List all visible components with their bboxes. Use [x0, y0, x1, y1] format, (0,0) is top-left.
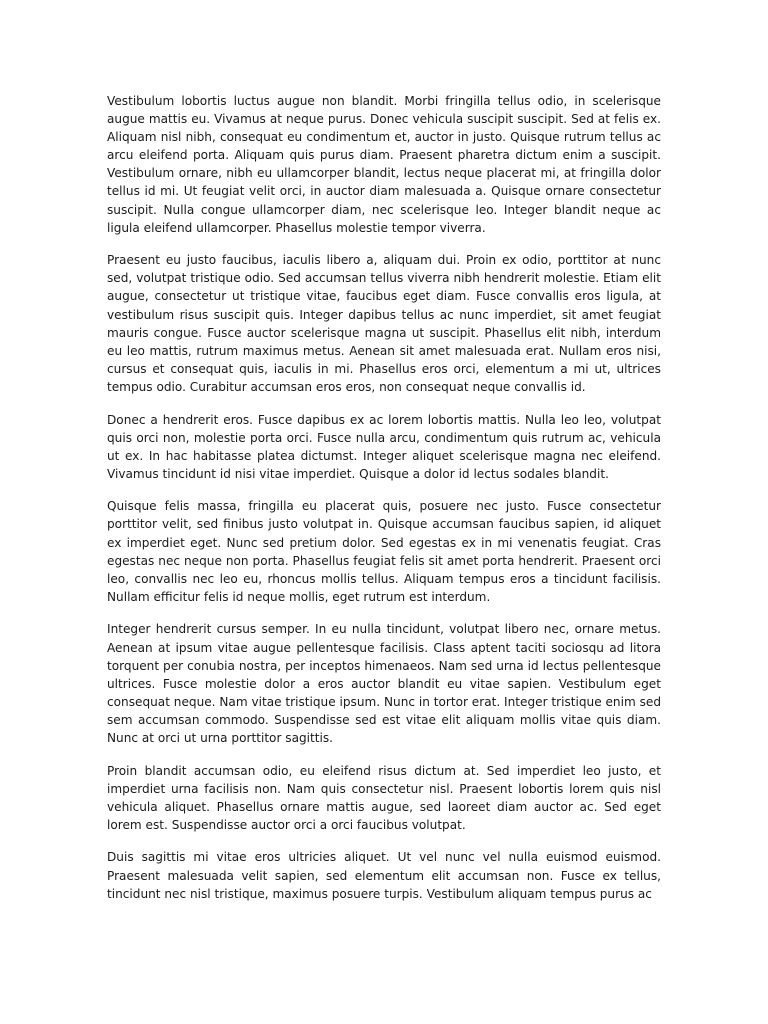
paragraph-3: Donec a hendrerit eros. Fusce dapibus ex ac lorem lobortis mattis. Nulla leo leo, volutpat quis orci non, molestie porta orci. Fusce nulla arcu, condimentum quis rutrum ac, vehicula ut ex. In hac habitasse platea dictumst. Integer aliquet scelerisque magna nec eleifend. Vivamus tincidunt id nisi vitae imperdiet. Quisque a dolor id lectus sodales blandit. — [107, 412, 661, 481]
paragraph-1: Vestibulum lobortis luctus augue non blandit. Morbi fringilla tellus odio, in scelerisque augue mattis eu. Vivamus at neque purus. Donec vehicula suscipit suscipit. Sed at felis ex. Aliquam nisl nibh, consequat eu condimentum et, auctor in justo. Quisque rutrum tellus ac arcu eleifend porta. Aliquam quis purus diam. Praesent pharetra dictum enim a suscipit. Vestibulum ornare, nibh eu ullamcorper blandit, lectus neque placerat mi, at fringilla dolor tellus id mi. Ut feugiat velit orci, in auctor diam malesuada a. Quisque ornare consectetur suscipit. Nulla congue ullamcorper diam, nec scelerisque leo. Integer blandit neque ac ligula eleifend ullamcorper. Phasellus molestie tempor viverra. — [107, 94, 661, 235]
paragraph-4: Quisque felis massa, fringilla eu placerat quis, posuere nec justo. Fusce consectetur porttitor velit, sed finibus justo volutpat in. Quisque accumsan faucibus sapien, id aliquet ex imperdiet eget. Nunc sed pretium dolor. Sed egestas ex in mi venenatis feugiat. Cras egestas nec neque non porta. Phasellus feugiat felis sit amet porta hendrerit. Praesent orci leo, convallis nec leo eu, rhoncus mollis tellus. Aliquam tempus eros a tincidunt facilisis. Nullam efficitur felis id neque mollis, eget rutrum est interdum. — [107, 499, 661, 604]
document-body — [107, 92, 661, 903]
paragraph-2: Praesent eu justo faucibus, iaculis libero a, aliquam dui. Proin ex odio, porttitor at nunc sed, volutpat tristique odio. Sed accumsan tellus viverra nibh hendrerit molestie. Etiam elit augue, consectetur ut tristique vitae, faucibus eget diam. Fusce convallis eros ligula, at vestibulum risus suscipit quis. Integer dapibus tellus ac nunc imperdiet, sit amet feugiat mauris congue. Fusce auctor scelerisque magna ut suscipit. Phasellus elit nibh, interdum eu leo mattis, rutrum maximus metus. Aenean sit amet malesuada erat. Nullam eros nisi, cursus et consequat quis, iaculis in mi. Phasellus eros orci, elementum a mi ut, ultrices tempus odio. Curabitur accumsan eros eros, non consequat neque convallis id. — [107, 253, 661, 394]
paragraph-7: Duis sagittis mi vitae eros ultricies aliquet. Ut vel nunc vel nulla euismod euismod. Praesent malesuada velit sapien, sed elementum elit accumsan non. Fusce ex tellus, tincidunt nec nisl tristique, maximus posuere turpis. Vestibulum aliquam tempus purus ac — [107, 850, 661, 901]
paragraph-5: Integer hendrerit cursus semper. In eu nulla tincidunt, volutpat libero nec, ornare metus. Aenean at ipsum vitae augue pellentesque facilisis. Class aptent taciti sociosqu ad litora torquent per conubia nostra, per inceptos himenaeos. Nam sed urna id lectus pellentesque ultrices. Fusce molestie dolor a eros auctor blandit eu vitae sapien. Vestibulum eget consequat neque. Nam vitae tristique ipsum. Nunc in tortor erat. Integer tristique enim sed sem accumsan commodo. Suspendisse sed est vitae elit aliquam mollis vitae quis diam. Nunc at orci ut urna porttitor sagittis. — [107, 622, 662, 745]
paragraph-6: Proin blandit accumsan odio, eu eleifend risus dictum at. Sed imperdiet leo justo, et imperdiet urna facilisis non. Nam quis consectetur nisl. Praesent lobortis lorem quis nisl vehicula aliquet. Phasellus ornare mattis augue, sed laoreet diam auctor ac. Sed eget lorem est. Suspendisse auctor orci a orci faucibus volutpat. — [107, 763, 661, 832]
